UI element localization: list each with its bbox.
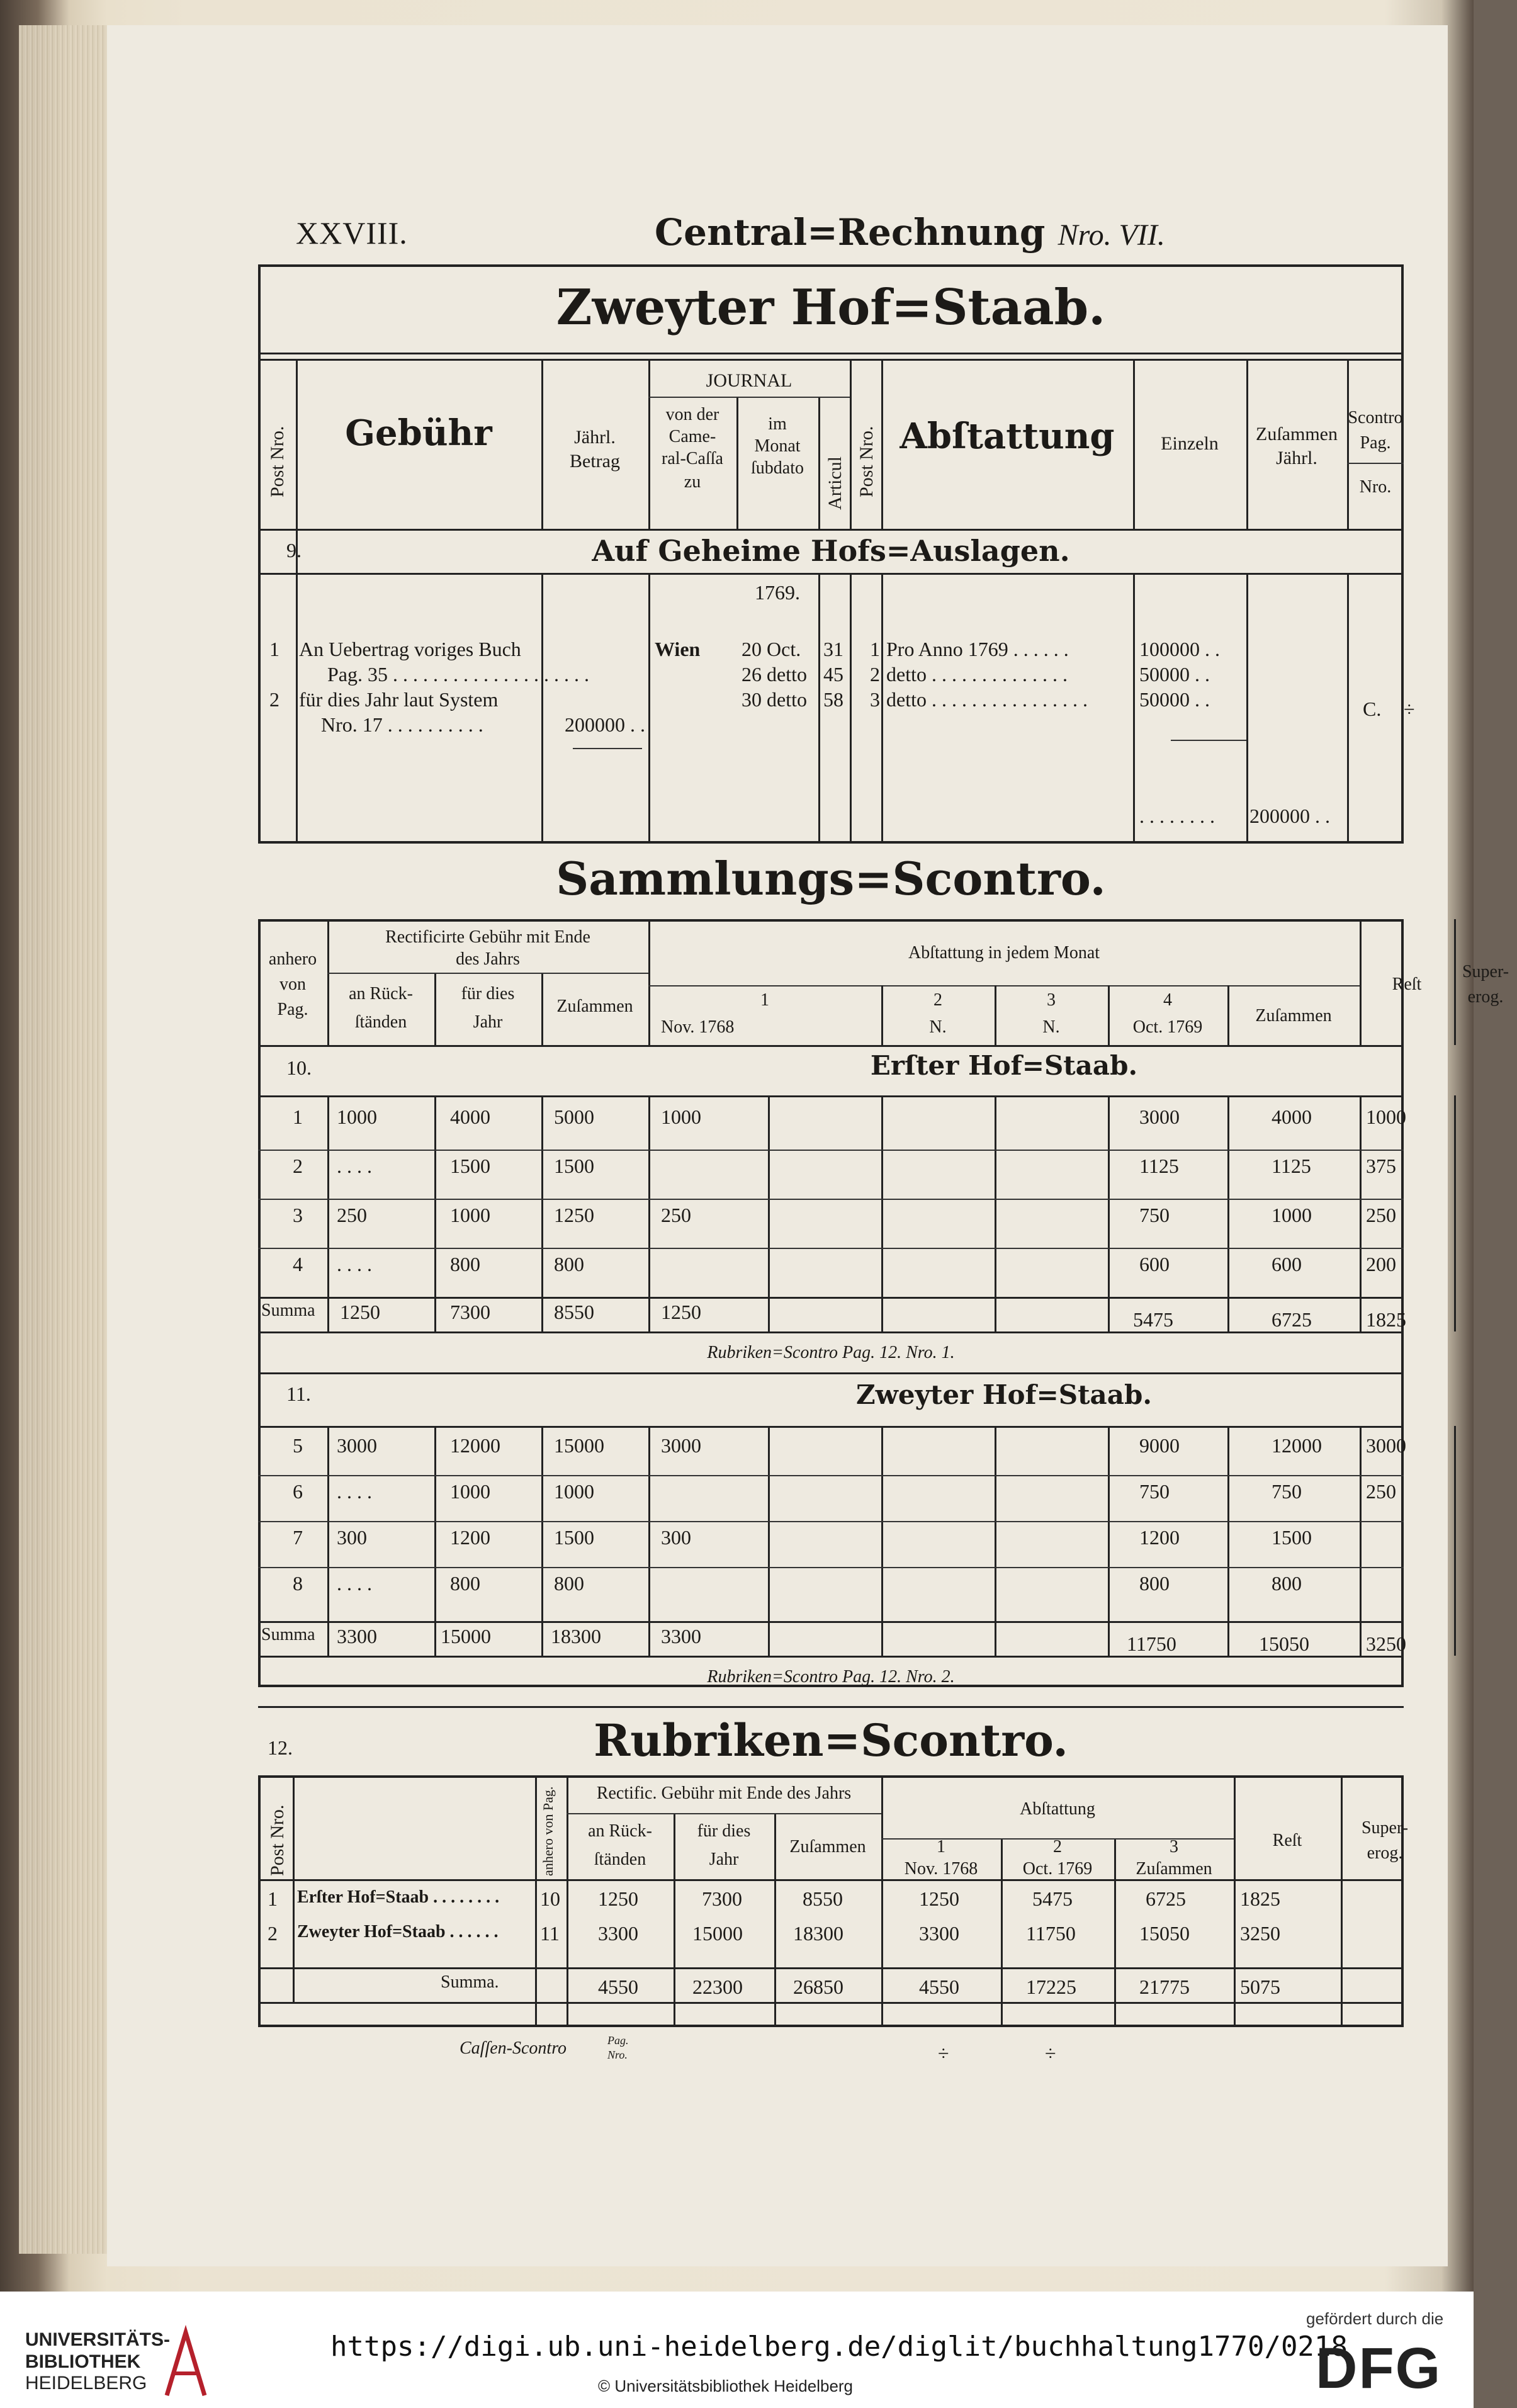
s3-summa-jahr: 22300 [692,1976,743,1998]
s2-m3: 3 [1047,990,1056,1010]
s3-row1-name: Erſter Hof=Staab . . . . . . . . [297,1887,500,1907]
col-post-nro-2: Post Nro. [856,426,877,497]
block10-row-3-m4: 750 [1139,1204,1170,1226]
s2-m2: 2 [933,990,942,1010]
date-3: 30 detto [742,688,807,711]
s2-zusammen2: Zuſammen [1255,1006,1332,1026]
col-post-nro: Post Nro. [267,426,288,497]
s3-summa-rueck: 4550 [598,1976,638,1998]
block11-summa-label: Summa [261,1625,315,1644]
s3-summa-rest: 5075 [1240,1976,1280,1998]
library-name-line1: UNIVERSITÄTS- [25,2329,171,2350]
running-title: Central=Rechnung Nro. VII. [655,211,1165,254]
block11-row-1-m4: 9000 [1139,1434,1180,1457]
block10-row-2-m4: 1125 [1139,1155,1179,1177]
s2-m3-label: N. [1042,1017,1060,1037]
block10-row-3-rest: 250 [1366,1204,1396,1226]
block10-row-4-jahr: 800 [450,1253,480,1275]
block10-row-2-rueck: . . . . [337,1155,372,1177]
s3-row2-no: 2 [268,1922,278,1945]
s3-anrueck-2: ſtänden [594,1850,646,1869]
block10-summa-label: Summa [261,1301,315,1320]
block10-row-1-zus: 5000 [554,1105,594,1128]
col-jaehrl-1: Jährl. [574,427,616,448]
s3-anrueck-1: an Rück- [588,1821,652,1841]
s2-rest: Reſt [1392,975,1422,994]
copyright-notice: © Universitätsbibliothek Heidelberg [598,2377,854,2395]
block11-row-3-zus2: 1500 [1272,1526,1312,1549]
s3-super-1: Super- [1361,1818,1409,1838]
s3-row1-jahr: 7300 [702,1887,742,1910]
year-label: 1769. [755,581,800,604]
col-scontro-2: Pag. [1360,433,1391,453]
block11-row-3-rueck: 300 [337,1526,367,1549]
block10-row-3-zus: 1250 [554,1204,594,1226]
section2-frame [258,919,1404,1687]
s3-super-2: erog. [1367,1843,1403,1863]
left-row-1: An Uebertrag voriges Buch [299,638,521,660]
s3-row2-jahr: 15000 [692,1922,743,1945]
s3-c1: 1 [937,1837,945,1857]
funded-by-text: gefördert durch die [1306,2309,1444,2328]
block11-no: 11. [286,1382,311,1405]
block11-summa-rest: 3250 [1366,1632,1406,1655]
block11-row-2-rueck: . . . . [337,1480,372,1503]
s3-summa-c1: 4550 [919,1976,959,1998]
block11-row-2-zus2: 750 [1272,1480,1302,1503]
ledger-page [107,25,1509,2266]
block10-row-4-m4: 600 [1139,1253,1170,1275]
s3-post-nro: Post Nro. [267,1804,288,1876]
s2-anrueck-2: ſtänden [354,1012,407,1032]
block10-title: Erſter Hof=Staab. [870,1050,1138,1081]
section3-no: 12. [268,1736,293,1759]
col-jaehrl-2: Betrag [570,451,620,472]
section2-title: Sammlungs=Scontro. [556,852,1106,905]
row-divider [258,1521,1404,1522]
block10-row-1-rest: 1000 [1366,1105,1406,1128]
subsection-title: Auf Geheime Hofs=Auslagen. [592,534,1070,568]
block10-row-1-pag: 1 [293,1105,303,1128]
block10-row-1-rueck: 1000 [337,1105,377,1128]
block11-row-1-rueck: 3000 [337,1434,377,1457]
block10-row-4-pag: 4 [293,1253,303,1275]
cassen-c1: ÷ [938,2042,949,2064]
block10-no: 10. [286,1056,312,1079]
permalink-url[interactable]: https://digi.ub.uni-heidelberg.de/diglit/buchhaltung1770/0218 [330,2331,1348,2363]
cassen-c2: ÷ [1045,2042,1056,2064]
s2-anrueck-1: an Rück- [349,984,413,1003]
s3-row2-rest: 3250 [1240,1922,1280,1945]
col-zusammen-1: Zuſammen [1256,424,1338,444]
block10-row-1-jahr: 4000 [450,1105,490,1128]
s2-super-2: erog. [1467,987,1504,1007]
block11-row-1-zus2: 12000 [1272,1434,1322,1457]
library-name-line2: BIBLIOTHEK [25,2351,141,2372]
zusammen-total: 200000 . . [1249,805,1330,827]
block11-summa-m4: 11750 [1127,1632,1176,1655]
date-1: 20 Oct. [742,638,801,660]
block11-row-2-pag: 6 [293,1480,303,1503]
footer-bar [0,2292,1474,2408]
einzeln-1: 100000 . . [1139,638,1220,660]
block10-summa-zus2: 6725 [1272,1308,1312,1331]
block11-row-3-m1: 300 [661,1526,691,1549]
s2-m1: 1 [760,990,769,1010]
block10-row-3-rueck: 250 [337,1204,367,1226]
col-einzeln: Einzeln [1161,433,1219,454]
s2-m2-label: N. [929,1017,947,1037]
s2-m4: 4 [1163,990,1172,1010]
cassen-pag: Pag. [607,2034,629,2047]
library-emblem-icon [161,2329,208,2399]
dfg-logo: DFG [1316,2336,1442,2400]
col-vonder-2: Came- [668,427,716,446]
einzeln-2: 50000 . . [1139,663,1210,686]
subsection-no: 9. [286,539,302,562]
articul-2: 45 [823,663,843,686]
col-scontro-1: Scontro [1348,408,1403,427]
s3-row2-c1: 3300 [919,1922,959,1945]
s3-row1-c3: 6725 [1146,1887,1186,1910]
block11-row-4-rueck: . . . . [337,1572,372,1595]
block11-row-4-pag: 8 [293,1572,303,1595]
s3-fuerdies-2: Jahr [709,1850,739,1869]
col-immonat-1: im [768,414,787,434]
row-divider [258,1248,1404,1249]
left-row-2: Pag. 35 . . . . . . . . . . . . . . . . . . . . [327,663,589,686]
s3-anhero: anhero von Pag. [540,1786,556,1876]
s3-row1-rest: 1825 [1240,1887,1280,1910]
section3-title: Rubriken=Scontro. [594,1714,1068,1766]
block10-row-3-m1: 250 [661,1204,691,1226]
block11-row-1-jahr: 12000 [450,1434,500,1457]
payment-3: detto . . . . . . . . . . . . . . . . [886,688,1088,711]
library-logo [25,2329,170,2394]
block10-ref: Rubriken=Scontro Pag. 12. Nro. 1. [707,1343,955,1362]
s3-row2-c2: 11750 [1026,1922,1076,1945]
post-no-3: 3 [870,688,880,711]
row-divider [258,1567,1404,1568]
s3-row2-rueck: 3300 [598,1922,638,1945]
block10-row-4-zus: 800 [554,1253,584,1275]
running-title-nro: Nro. VII. [1057,218,1165,252]
s3-row1-c1: 1250 [919,1887,959,1910]
s2-m1-label: Nov. 1768 [661,1017,735,1037]
s3-summa-c3: 21775 [1139,1976,1190,1998]
einzeln-total: . . . . . . . . [1139,805,1215,827]
col-vonder-3: ral-Caſſa [662,449,723,468]
block11-row-1-zus: 15000 [554,1434,604,1457]
block10-row-1-m4: 3000 [1139,1105,1180,1128]
date-2: 26 detto [742,663,807,686]
block11-summa-m1: 3300 [661,1625,701,1648]
block10-row-2-zus2: 1125 [1272,1155,1311,1177]
s2-rectific-2: des Jahrs [456,949,520,969]
s3-row1-zus: 8550 [803,1887,843,1910]
jaehrl-value: 200000 . . [565,713,645,736]
cassen-nro: Nro. [607,2049,628,2061]
block10-row-4-zus2: 600 [1272,1253,1302,1275]
cassen-label: Caſſen-Scontro [460,2038,567,2058]
col-journal: JOURNAL [706,370,792,391]
s3-c2-label: Oct. 1769 [1022,1859,1093,1879]
scontro-mark: C. [1363,698,1382,720]
s3-abstattung: Abſtattung [1020,1799,1095,1819]
left-row-4: Nro. 17 . . . . . . . . . . [321,713,483,736]
col-gebuehr: Gebühr [345,412,492,454]
block10-summa-m1: 1250 [661,1301,701,1323]
col-abstattung: Abſtattung [899,415,1115,457]
s3-row1-rueck: 1250 [598,1887,638,1910]
s3-row2-pag: 11 [540,1922,560,1945]
block10-row-1-zus2: 4000 [1272,1105,1312,1128]
s3-row2-c3: 15050 [1139,1922,1190,1945]
block11-row-1-rest: 3000 [1366,1434,1406,1457]
col-immonat-3: ſubdato [751,458,804,478]
s2-anhero-1: anhero [268,949,317,969]
block10-row-3-zus2: 1000 [1272,1204,1312,1226]
einzeln-3: 50000 . . [1139,688,1210,711]
s3-row2-name: Zweyter Hof=Staab . . . . . . [297,1922,499,1942]
library-name-line3: HEIDELBERG [25,2373,147,2394]
block11-summa-jahr: 15000 [441,1625,491,1648]
block11-row-4-zus2: 800 [1272,1572,1302,1595]
col-vonder-4: zu [684,472,701,492]
s3-row1-no: 1 [268,1887,278,1910]
payment-1: Pro Anno 1769 . . . . . . [886,638,1069,660]
s3-rectific: Rectific. Gebühr mit Ende des Jahrs [596,1783,852,1803]
s3-fuerdies-1: für dies [697,1821,751,1841]
block10-row-3-jahr: 1000 [450,1204,490,1226]
s3-summa-label: Summa. [441,1972,499,1992]
block11-summa-zus2: 15050 [1259,1632,1309,1655]
block10-row-1-m1: 1000 [661,1105,701,1128]
block11-ref: Rubriken=Scontro Pag. 12. Nro. 2. [707,1667,955,1687]
page-number: XXVIII. [296,215,408,251]
s2-abstattung: Abſtattung in jedem Monat [908,943,1100,963]
block11-row-1-m1: 3000 [661,1434,701,1457]
s2-rectific-1: Rectificirte Gebühr mit Ende [385,927,590,947]
block10-row-2-zus: 1500 [554,1155,594,1177]
row-divider [258,1475,1404,1476]
block10-summa-zus: 8550 [554,1301,594,1323]
post-no-2: 2 [870,663,880,686]
block10-row-2-pag: 2 [293,1155,303,1177]
block11-row-4-m4: 800 [1139,1572,1170,1595]
articul-3: 58 [823,688,843,711]
s3-row2-zus: 18300 [793,1922,843,1945]
block10-summa-jahr: 7300 [450,1301,490,1323]
block11-row-4-zus: 800 [554,1572,584,1595]
wien: Wien [655,638,701,660]
s2-m4-label: Oct. 1769 [1132,1017,1203,1037]
s3-summa-c2: 17225 [1026,1976,1076,1998]
block10-row-3-pag: 3 [293,1204,303,1226]
s2-zusammen: Zuſammen [556,997,633,1016]
scontro-frac: ÷ [1404,698,1415,720]
col-scontro-nro: Nro. [1359,477,1392,497]
s3-zusammen: Zuſammen [789,1837,866,1857]
block11-title: Zweyter Hof=Staab. [856,1379,1152,1410]
col-immonat-2: Monat [754,436,801,456]
block10-summa-m4: 5475 [1133,1308,1173,1331]
block11-row-3-pag: 7 [293,1526,303,1549]
s3-c2: 2 [1053,1837,1062,1857]
block10-row-4-rueck: . . . . [337,1253,372,1275]
block11-row-2-rest: 250 [1366,1480,1396,1503]
s2-fuerdies-2: Jahr [473,1012,503,1032]
payment-2: detto . . . . . . . . . . . . . . [886,663,1068,686]
block11-row-3-jahr: 1200 [450,1526,490,1549]
block11-row-3-m4: 1200 [1139,1526,1180,1549]
s3-c3: 3 [1170,1837,1178,1857]
block10-row-2-rest: 375 [1366,1155,1396,1177]
block11-summa-rueck: 3300 [337,1625,377,1648]
row-divider [258,1199,1404,1200]
s2-anhero-2: von [279,975,306,994]
articul-1: 31 [823,638,843,660]
s2-fuerdies-1: für dies [461,984,515,1003]
block11-row-4-jahr: 800 [450,1572,480,1595]
s2-anhero-3: Pag. [277,1000,308,1019]
block10-summa-rest: 1825 [1366,1308,1406,1331]
s3-rest: Reſt [1272,1831,1302,1850]
page-stack-edge [19,25,120,2254]
block11-row-2-zus: 1000 [554,1480,594,1503]
block10-row-2-jahr: 1500 [450,1155,490,1177]
s3-row1-pag: 10 [540,1887,560,1910]
left-row-3-no: 2 [269,688,279,711]
col-articul: Articul [825,456,845,510]
block11-row-1-pag: 5 [293,1434,303,1457]
s3-c3-label: Zuſammen [1136,1859,1212,1879]
block11-row-3-zus: 1500 [554,1526,594,1549]
left-row-3: für dies Jahr laut System [299,688,499,711]
section1-title: Zweyter Hof=Staab. [556,279,1106,336]
row-divider [258,1150,1404,1151]
post-no-1: 1 [870,638,880,660]
block10-summa-rueck: 1250 [340,1301,380,1323]
block11-row-2-m4: 750 [1139,1480,1170,1503]
s3-row1-c2: 5475 [1032,1887,1073,1910]
block11-summa-zus: 18300 [551,1625,601,1648]
col-zusammen-2: Jährl. [1276,448,1317,468]
s2-super-1: Super- [1462,962,1509,981]
col-vonder-1: von der [665,405,719,424]
left-row-1-no: 1 [269,638,279,660]
block10-row-4-rest: 200 [1366,1253,1396,1275]
s3-c1-label: Nov. 1768 [904,1859,978,1879]
block11-row-2-jahr: 1000 [450,1480,490,1503]
s3-summa-zus: 26850 [793,1976,843,1998]
